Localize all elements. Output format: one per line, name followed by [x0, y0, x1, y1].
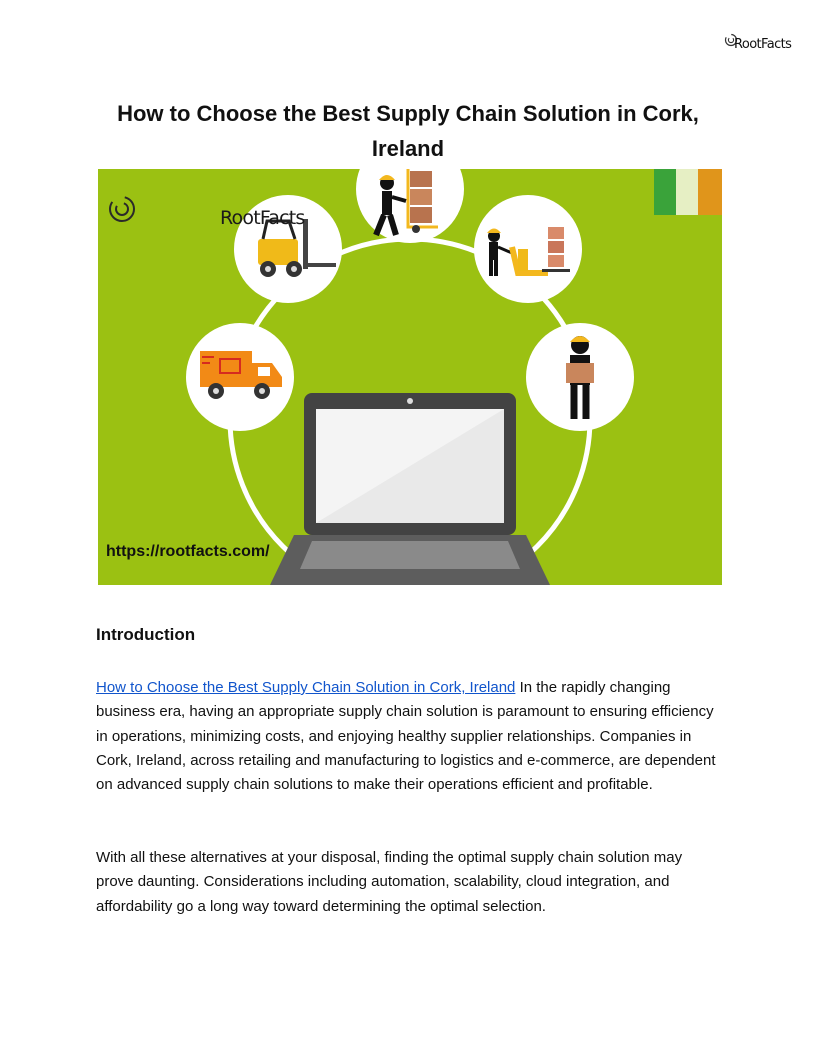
pallet-jack-worker-icon [474, 195, 582, 303]
hero-url-text: https://rootfacts.com/ [106, 543, 270, 560]
introduction-paragraph-1 [96, 676, 720, 797]
page-title: How to Choose the Best Supply Chain Solution in Cork, Ireland [117, 101, 699, 161]
hero-image [98, 169, 722, 585]
hero-illustration [98, 169, 722, 585]
header-logo [724, 32, 794, 58]
header-logo-text: RootFacts [734, 37, 792, 52]
introduction-paragraph-2: With all these alternatives at your disposal, finding the optimal supply chain solution may prove daunting. Considerations including automation, scalability, cloud integration, and affordability go a long way toward determining the optimal selection. [96, 849, 683, 915]
paragraph-1-text: In the rapidly changing business era, having an appropriate supply chain solution is paramount to ensuring efficiency in operations, minimizing costs, and enjoying healthy supplier relationships. Companies in Cork, Ireland, across retailing and manufacturing to logistics and e-commerce, are dependent on advanced supply chain solutions to make their operations efficient and profitable. [96, 679, 716, 794]
introduction-heading: Introduction [96, 625, 196, 644]
hero-logo-text: RootFacts [220, 207, 305, 229]
box-carrier-worker-icon [526, 323, 634, 431]
laptop-icon [270, 393, 550, 585]
article-link[interactable]: How to Choose the Best Supply Chain Solution in Cork, Ireland [96, 679, 516, 696]
delivery-truck-icon [186, 323, 294, 431]
ireland-flag-icon [654, 169, 722, 215]
